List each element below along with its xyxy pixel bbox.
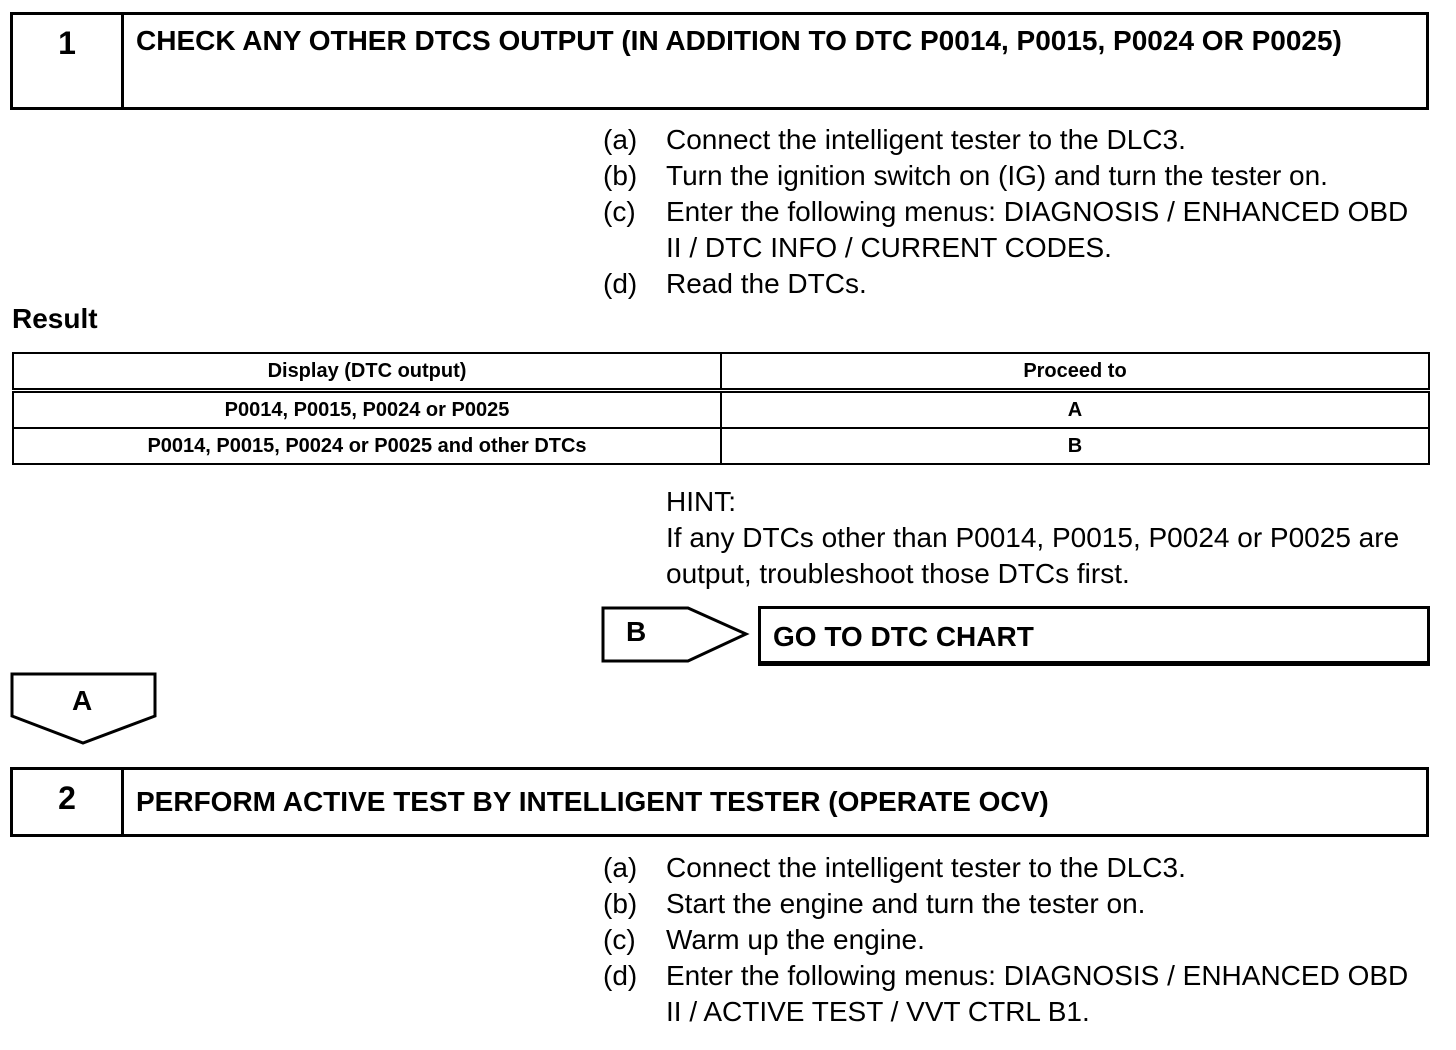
table-cell: P0014, P0015, P0024 or P0025 and other DTCs — [13, 428, 721, 464]
step-2-number: 2 — [13, 770, 124, 834]
branch-a-label: A — [72, 685, 93, 716]
instruction-row — [603, 122, 1426, 158]
step-1-header — [10, 12, 1429, 110]
instruction-text: Connect the intelligent tester to the DLC3. — [666, 852, 1186, 883]
instruction-row — [603, 850, 1426, 886]
go-to-dtc-chart-box: GO TO DTC CHART — [758, 606, 1430, 666]
instruction-label: (d) — [603, 960, 638, 991]
hint-title: HINT: — [666, 486, 736, 517]
table-cell: A — [721, 391, 1429, 429]
hint-text: If any DTCs other than P0014, P0015, P0024 or P0025 are output, troubleshoot those DTCs first. — [666, 522, 1400, 589]
instruction-row — [603, 958, 1426, 1030]
step-2-instructions — [603, 850, 1426, 1030]
step-2-header — [10, 767, 1429, 837]
result-table — [12, 352, 1430, 465]
hint-block — [666, 484, 1426, 592]
instruction-row — [603, 922, 1426, 958]
branch-b-label: B — [626, 616, 647, 647]
instruction-label: (c) — [603, 196, 636, 227]
column-header-display: Display (DTC output) — [13, 353, 721, 391]
instruction-text: Warm up the engine. — [666, 924, 925, 955]
instruction-row — [603, 266, 1426, 302]
table-row — [13, 428, 1429, 464]
branch-b-arrow — [600, 604, 760, 668]
result-heading: Result — [12, 303, 98, 334]
step-2-title: PERFORM ACTIVE TEST BY INTELLIGENT TESTER (OPERATE OCV) — [136, 786, 1049, 817]
instruction-label: (b) — [603, 888, 638, 919]
instruction-label: (d) — [603, 268, 638, 299]
instruction-row — [603, 886, 1426, 922]
instruction-label: (c) — [603, 924, 636, 955]
instruction-label: (b) — [603, 160, 638, 191]
instruction-text: Enter the following menus: DIAGNOSIS / ENHANCED OBD II / ACTIVE TEST / VVT CTRL B1. — [666, 960, 1409, 1027]
table-header-row — [13, 353, 1429, 391]
table-row — [13, 391, 1429, 429]
step-1-number: 1 — [13, 15, 124, 107]
instruction-row — [603, 194, 1426, 266]
instruction-text: Turn the ignition switch on (IG) and turn the tester on. — [666, 160, 1328, 191]
instruction-text: Start the engine and turn the tester on. — [666, 888, 1146, 919]
step-1-instructions — [603, 122, 1426, 302]
instruction-text: Connect the intelligent tester to the DLC3. — [666, 124, 1186, 155]
instruction-text: Read the DTCs. — [666, 268, 867, 299]
instruction-label: (a) — [603, 124, 638, 155]
column-header-proceed: Proceed to — [721, 353, 1429, 391]
step-1-title: CHECK ANY OTHER DTCS OUTPUT (IN ADDITION TO DTC P0014, P0015, P0024 OR P0025) — [136, 25, 1342, 56]
instruction-text: Enter the following menus: DIAGNOSIS / ENHANCED OBD II / DTC INFO / CURRENT CODES. — [666, 196, 1409, 263]
table-cell: P0014, P0015, P0024 or P0025 — [13, 391, 721, 429]
instruction-row — [603, 158, 1426, 194]
table-cell: B — [721, 428, 1429, 464]
instruction-label: (a) — [603, 852, 638, 883]
